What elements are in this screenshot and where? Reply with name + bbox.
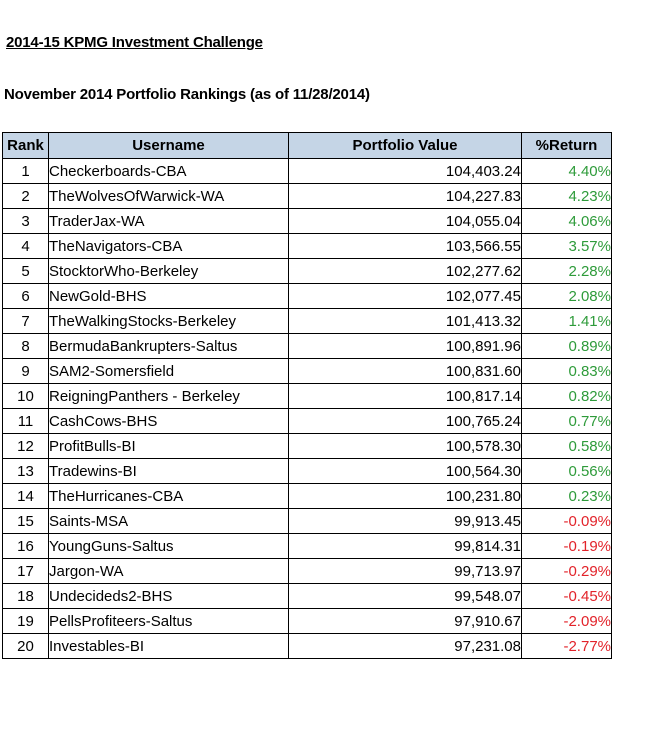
return-cell: -0.45% [522,584,612,609]
table-row [3,484,612,509]
username-cell: TheHurricanes-CBA [49,484,289,509]
rank-cell: 10 [3,384,49,409]
username-cell: PellsProfiteers-Saltus [49,609,289,634]
table-row [3,159,612,184]
table-row [3,234,612,259]
column-header-username: Username [49,133,289,159]
page-title: 2014-15 KPMG Investment Challenge [6,34,263,51]
rank-cell: 19 [3,609,49,634]
return-cell: 2.08% [522,284,612,309]
portfolio-value-cell: 100,817.14 [289,384,522,409]
portfolio-value-cell: 104,403.24 [289,159,522,184]
username-cell: YoungGuns-Saltus [49,534,289,559]
rank-cell: 15 [3,509,49,534]
rank-cell: 20 [3,634,49,659]
return-cell: 0.83% [522,359,612,384]
username-cell: SAM2-Somersfield [49,359,289,384]
username-cell: NewGold-BHS [49,284,289,309]
table-row [3,459,612,484]
portfolio-value-cell: 100,231.80 [289,484,522,509]
return-cell: 1.41% [522,309,612,334]
portfolio-value-cell: 99,913.45 [289,509,522,534]
return-cell: -0.19% [522,534,612,559]
return-cell: -0.29% [522,559,612,584]
rank-cell: 12 [3,434,49,459]
column-header-portfolio-value: Portfolio Value [289,133,522,159]
username-cell: BermudaBankrupters-Saltus [49,334,289,359]
portfolio-value-cell: 99,713.97 [289,559,522,584]
portfolio-value-cell: 100,578.30 [289,434,522,459]
username-cell: Saints-MSA [49,509,289,534]
table-row [3,409,612,434]
return-cell: 0.23% [522,484,612,509]
return-cell: 4.06% [522,209,612,234]
username-cell: TheWalkingStocks-Berkeley [49,309,289,334]
portfolio-value-cell: 100,765.24 [289,409,522,434]
return-cell: 0.82% [522,384,612,409]
rank-cell: 17 [3,559,49,584]
column-header-rank: Rank [3,133,49,159]
username-cell: ReigningPanthers - Berkeley [49,384,289,409]
portfolio-value-cell: 99,548.07 [289,584,522,609]
table-body [3,159,612,659]
return-cell: 3.57% [522,234,612,259]
table-row [3,509,612,534]
username-cell: TraderJax-WA [49,209,289,234]
return-cell: 4.40% [522,159,612,184]
table-row [3,434,612,459]
rank-cell: 4 [3,234,49,259]
return-cell: 2.28% [522,259,612,284]
rankings-table [2,132,612,659]
table-row [3,559,612,584]
table-header [3,133,612,159]
page-subtitle: November 2014 Portfolio Rankings (as of 11/28/2014) [4,86,370,103]
username-cell: Tradewins-BI [49,459,289,484]
portfolio-value-cell: 102,077.45 [289,284,522,309]
rank-cell: 14 [3,484,49,509]
portfolio-value-cell: 102,277.62 [289,259,522,284]
table-row [3,259,612,284]
rank-cell: 9 [3,359,49,384]
rank-cell: 11 [3,409,49,434]
table-row [3,209,612,234]
rank-cell: 1 [3,159,49,184]
rank-cell: 16 [3,534,49,559]
table-row [3,384,612,409]
rank-cell: 18 [3,584,49,609]
username-cell: CashCows-BHS [49,409,289,434]
table-row [3,334,612,359]
portfolio-value-cell: 100,891.96 [289,334,522,359]
username-cell: Investables-BI [49,634,289,659]
username-cell: TheNavigators-CBA [49,234,289,259]
table-row [3,609,612,634]
portfolio-value-cell: 99,814.31 [289,534,522,559]
table-row [3,284,612,309]
username-cell: TheWolvesOfWarwick-WA [49,184,289,209]
portfolio-value-cell: 100,831.60 [289,359,522,384]
rank-cell: 8 [3,334,49,359]
portfolio-value-cell: 97,231.08 [289,634,522,659]
rank-cell: 13 [3,459,49,484]
portfolio-value-cell: 103,566.55 [289,234,522,259]
username-cell: Checkerboards-CBA [49,159,289,184]
return-cell: 0.58% [522,434,612,459]
portfolio-value-cell: 104,227.83 [289,184,522,209]
table-row [3,359,612,384]
table-row [3,634,612,659]
portfolio-value-cell: 104,055.04 [289,209,522,234]
return-cell: 4.23% [522,184,612,209]
portfolio-value-cell: 100,564.30 [289,459,522,484]
header-row [3,133,612,159]
return-cell: -0.09% [522,509,612,534]
table-row [3,584,612,609]
rank-cell: 6 [3,284,49,309]
username-cell: ProfitBulls-BI [49,434,289,459]
return-cell: -2.77% [522,634,612,659]
table-row [3,534,612,559]
rank-cell: 7 [3,309,49,334]
return-cell: 0.77% [522,409,612,434]
return-cell: 0.89% [522,334,612,359]
column-header-return: %Return [522,133,612,159]
portfolio-value-cell: 97,910.67 [289,609,522,634]
portfolio-value-cell: 101,413.32 [289,309,522,334]
rank-cell: 3 [3,209,49,234]
username-cell: Jargon-WA [49,559,289,584]
return-cell: 0.56% [522,459,612,484]
table-row [3,184,612,209]
username-cell: StocktorWho-Berkeley [49,259,289,284]
table-row [3,309,612,334]
username-cell: Undecideds2-BHS [49,584,289,609]
rank-cell: 5 [3,259,49,284]
return-cell: -2.09% [522,609,612,634]
rank-cell: 2 [3,184,49,209]
